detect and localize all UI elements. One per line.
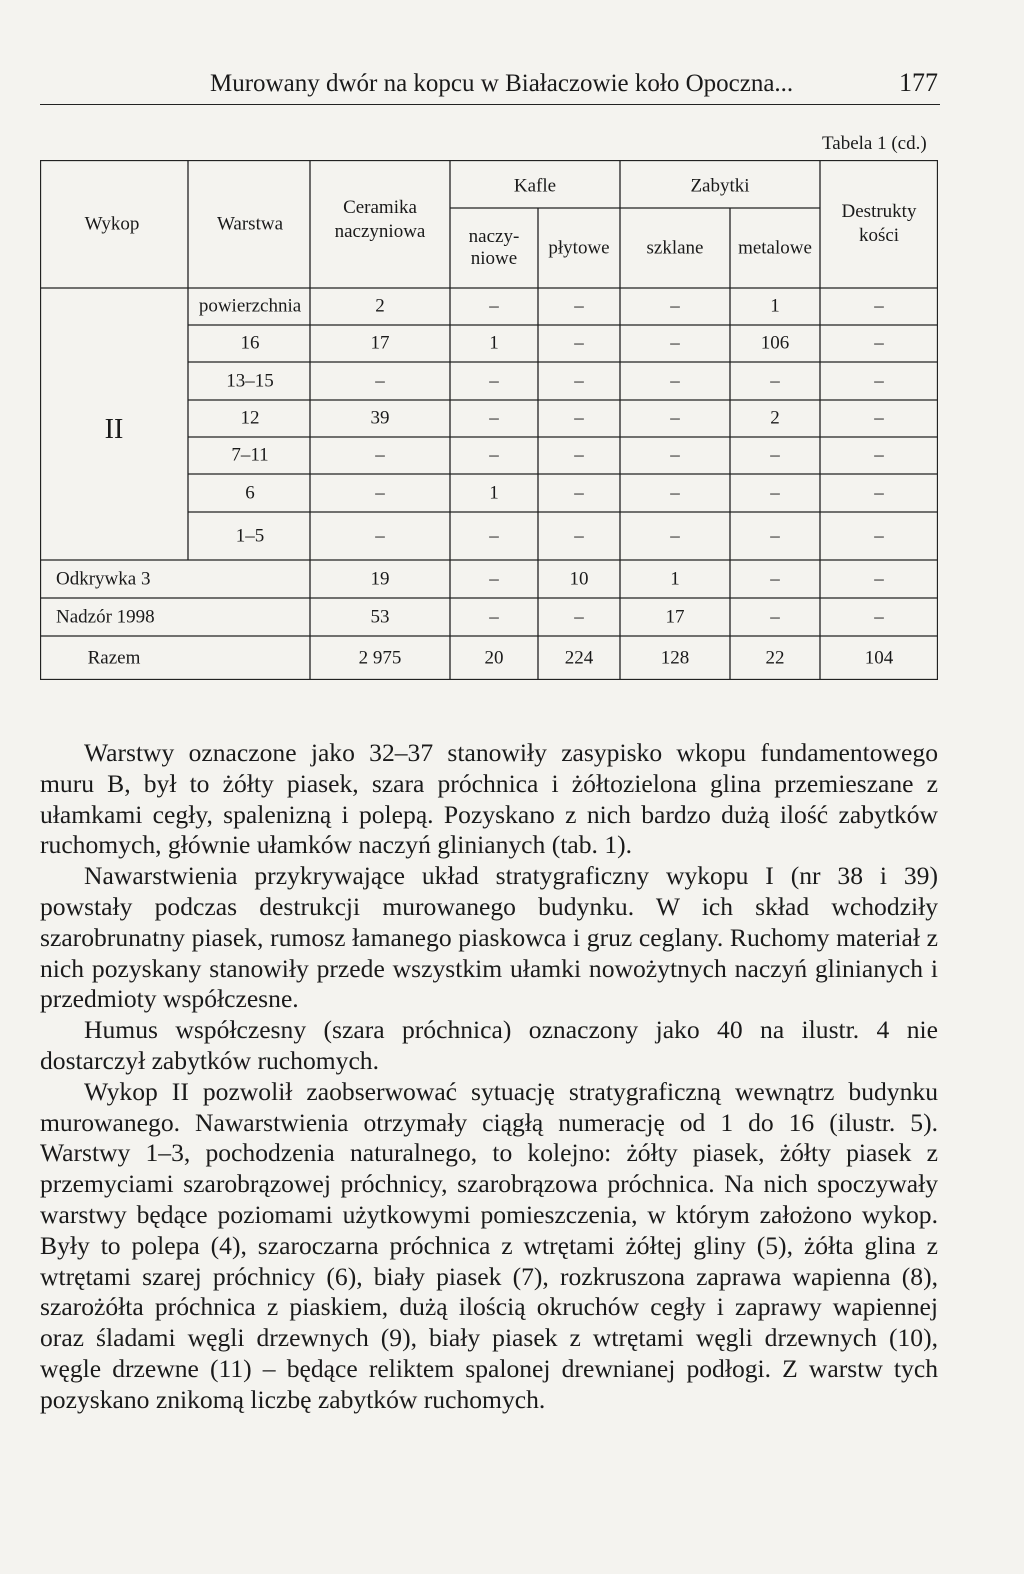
cell-plytowe: –: [574, 295, 584, 317]
cell-ceramika: 53: [370, 606, 390, 628]
cell-szklane: –: [670, 444, 680, 466]
cell-destrukty: –: [874, 295, 884, 317]
cell-plytowe: –: [574, 444, 584, 466]
data-table: [40, 160, 938, 680]
cell-metalowe: –: [770, 482, 780, 504]
cell-razem-label: Razem: [87, 647, 141, 669]
cell-destrukty: –: [874, 568, 884, 590]
cell-ceramika: –: [375, 482, 385, 504]
cell-plytowe: –: [574, 525, 584, 547]
cell-ceramika: 2 975: [358, 647, 402, 669]
cell-metalowe: –: [770, 370, 780, 392]
cell-plytowe: –: [574, 332, 584, 354]
cell-naczyniowe: –: [489, 606, 499, 628]
cell-szklane: 128: [660, 647, 690, 669]
cell-warstwa: 1–5: [235, 525, 265, 547]
cell-wykop-label: Nadzór 1998: [56, 606, 155, 628]
paragraph: Humus współczesny (szara próchnica) oznaczony jako 40 na ilustr. 4 nie dostarczył zabytków ruchomych.: [40, 1015, 938, 1075]
cell-warstwa: 12: [240, 407, 260, 429]
header-warstwa: Warstwa: [217, 213, 283, 235]
cell-ceramika: 19: [370, 568, 390, 590]
cell-metalowe: –: [770, 568, 780, 590]
cell-ceramika: 39: [370, 407, 390, 429]
wykop-ii-label: II: [104, 414, 124, 445]
cell-warstwa: 16: [240, 332, 260, 354]
cell-plytowe: 224: [564, 647, 594, 669]
cell-naczyniowe: –: [489, 295, 499, 317]
cell-szklane: –: [670, 370, 680, 392]
header-kafle-naczyniowe: naczy-niowe: [468, 226, 520, 269]
cell-szklane: –: [670, 295, 680, 317]
cell-metalowe: 2: [770, 407, 780, 429]
header-zabytki-metalowe: metalowe: [738, 237, 812, 259]
cell-ceramika: 17: [370, 332, 390, 354]
header-kafle: Kafle: [513, 175, 557, 197]
cell-szklane: –: [670, 332, 680, 354]
table-caption: Tabela 1 (cd.): [822, 133, 927, 154]
header-ceramika: Ceramika naczyniowa: [334, 197, 426, 242]
body-text: [40, 738, 938, 1416]
cell-wykop-label: Odkrywka 3: [56, 568, 151, 590]
cell-metalowe: 106: [760, 332, 790, 354]
cell-warstwa: 7–11: [231, 444, 269, 466]
cell-warstwa: 13–15: [226, 370, 274, 392]
header-destrukty: Destrukty kości: [841, 201, 917, 246]
cell-szklane: 17: [665, 606, 685, 628]
cell-naczyniowe: –: [489, 568, 499, 590]
cell-destrukty: –: [874, 370, 884, 392]
cell-plytowe: –: [574, 407, 584, 429]
cell-plytowe: –: [574, 606, 584, 628]
cell-destrukty: –: [874, 525, 884, 547]
paragraph: Nawarstwienia przykrywające układ stratygraficzny wykopu I (nr 38 i 39) powstały podczas destrukcji murowanego budynku. W ich skład wchodziły szarobrunatny piasek, rumosz łamanego piaskowca i gruz ceglany. Ruchomy materiał z nich pozyskany stanowiły przede wszystkim ułamki nowożytnych naczyń glinianych i przedmioty współczesne.: [40, 861, 938, 1014]
header-zabytki-szklane: szklane: [646, 237, 704, 259]
cell-naczyniowe: –: [489, 444, 499, 466]
cell-destrukty: –: [874, 407, 884, 429]
cell-metalowe: –: [770, 444, 780, 466]
running-head: Murowany dwór na kopcu w Białaczowie koło Opoczna...: [210, 70, 794, 97]
cell-metalowe: 22: [765, 647, 785, 669]
cell-ceramika: –: [375, 525, 385, 547]
cell-plytowe: 10: [569, 568, 589, 590]
cell-szklane: –: [670, 482, 680, 504]
cell-ceramika: –: [375, 370, 385, 392]
cell-metalowe: –: [770, 606, 780, 628]
cell-naczyniowe: –: [489, 370, 499, 392]
header-kafle-plytowe: płytowe: [548, 237, 610, 259]
page-number: 177: [899, 68, 938, 97]
cell-destrukty: 104: [864, 647, 894, 669]
paragraph: Warstwy oznaczone jako 32–37 stanowiły zasypisko wkopu fundamentowego muru B, był to żółty piasek, szara próchnica i żółtozielona glina przemieszane z ułamkami cegły, spalenizną i polepą. Pozyskano z nich bardzo dużą ilość zabytków ruchomych, głównie ułamków naczyń glinianych (tab. 1).: [40, 738, 938, 860]
cell-szklane: 1: [670, 568, 680, 590]
header-wykop: Wykop: [84, 213, 140, 235]
cell-destrukty: –: [874, 332, 884, 354]
page-header: [40, 66, 940, 105]
paragraph: Wykop II pozwolił zaobserwować sytuację stratygraficzną wewnątrz budynku murowanego. Nawarstwienia otrzymały ciągłą numerację od 1 do 16 (ilustr. 5). Warstwy 1–3, pochodzenia naturalnego, to kolejno: żółty piasek, żółty piasek z przemyciami szarobrązowej próchnicy, szarobrązowa próchnica. Na nich spoczywały warstwy będące poziomami użytkowymi pomieszczenia, w którym założono wykop. Były to polepa (4), szaroczarna próchnica z wtrętami żółtej gliny (5), żółta glina z wtrętami szarej próchnicy (6), biały piasek (7), rozkruszona zaprawa wapienna (8), szarożółta próchnica z piaskiem, dużą ilością okruchów cegły i zaprawy wapiennej oraz śladami węgli drzewnych (9), biały piasek z wtrętami węgli drzewnych (10), węgle drzewne (11) – będące reliktem spalonej drewnianej podłogi. Z warstw tych pozyskano znikomą liczbę zabytków ruchomych.: [40, 1076, 938, 1414]
cell-naczyniowe: –: [489, 525, 499, 547]
header-zabytki: Zabytki: [690, 175, 750, 197]
cell-destrukty: –: [874, 444, 884, 466]
cell-destrukty: –: [874, 606, 884, 628]
cell-naczyniowe: –: [489, 407, 499, 429]
cell-naczyniowe: 1: [489, 482, 499, 504]
cell-naczyniowe: 1: [489, 332, 499, 354]
cell-metalowe: 1: [770, 295, 780, 317]
cell-szklane: –: [670, 407, 680, 429]
cell-naczyniowe: 20: [484, 647, 504, 669]
cell-warstwa: 6: [245, 482, 255, 504]
cell-metalowe: –: [770, 525, 780, 547]
cell-destrukty: –: [874, 482, 884, 504]
cell-ceramika: 2: [375, 295, 385, 317]
cell-ceramika: –: [375, 444, 385, 466]
cell-szklane: –: [670, 525, 680, 547]
cell-plytowe: –: [574, 482, 584, 504]
cell-plytowe: –: [574, 370, 584, 392]
cell-warstwa: powierzchnia: [198, 295, 302, 317]
